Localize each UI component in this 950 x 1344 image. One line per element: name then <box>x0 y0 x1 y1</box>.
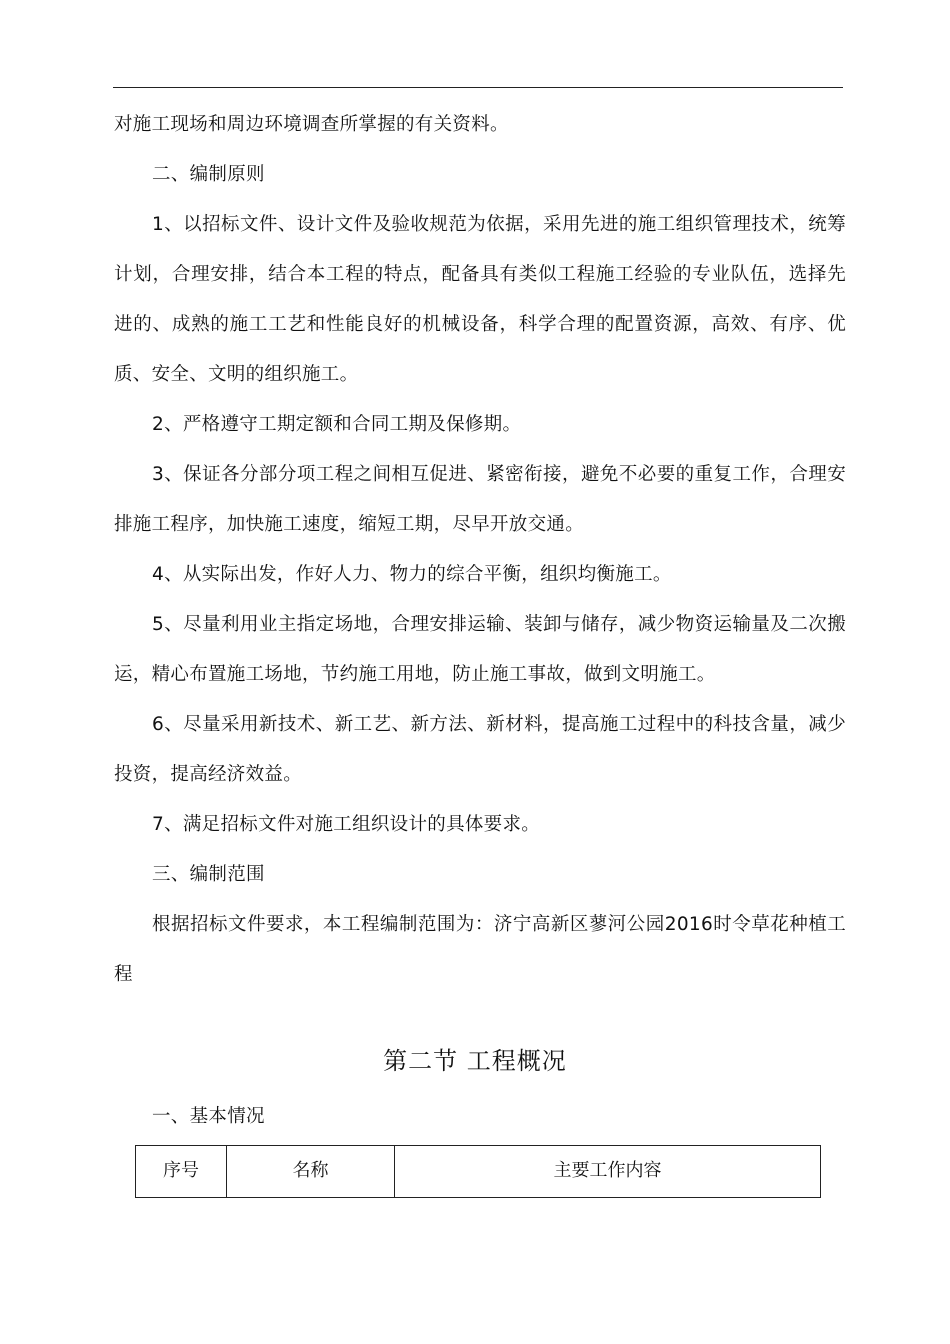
principle-item-6: 6、尽量采用新技术、新工艺、新方法、新材料，提高施工过程中的科技含量，减少投资，提高经济效益。 <box>114 714 846 785</box>
body-text <box>114 100 846 1000</box>
paragraph-continuation: 对施工现场和周边环境调查所掌握的有关资料。 <box>114 114 509 135</box>
principle-item-3: 3、保证各分部分项工程之间相互促进、紧密衔接，避免不必要的重复工作，合理安排施工程序，加快施工速度，缩短工期，尽早开放交通。 <box>114 464 846 535</box>
overview-table <box>135 1145 821 1198</box>
header-cell-main-work: 主要工作内容 <box>395 1146 821 1198</box>
principle-item-1: 1、以招标文件、设计文件及验收规范为依据，采用先进的施工组织管理技术，统筹计划，合理安排，结合本工程的特点，配备具有类似工程施工经验的专业队伍，选择先进的、成熟的施工工艺和性能良好的机械设备，科学合理的配置资源，高效、有序、优质、安全、文明的组织施工。 <box>114 214 846 385</box>
principle-item-5: 5、尽量利用业主指定场地，合理安排运输、装卸与储存，减少物资运输量及二次搬运，精心布置施工场地，节约施工用地，防止施工事故，做到文明施工。 <box>114 614 846 685</box>
heading-compilation-principles: 二、编制原则 <box>152 164 265 185</box>
header-cell-number: 序号 <box>136 1146 227 1198</box>
subheading-basic-info: 一、基本情况 <box>152 1106 265 1127</box>
table-header-row <box>136 1146 821 1198</box>
principle-item-4: 4、从实际出发，作好人力、物力的综合平衡，组织均衡施工。 <box>152 564 672 585</box>
scope-paragraph: 根据招标文件要求，本工程编制范围为：济宁高新区蓼河公园2016时令草花种植工程 <box>114 914 846 985</box>
heading-compilation-scope: 三、编制范围 <box>152 864 265 885</box>
principle-item-7: 7、满足招标文件对施工组织设计的具体要求。 <box>152 814 541 835</box>
principle-item-2: 2、严格遵守工期定额和合同工期及保修期。 <box>152 414 522 435</box>
header-rule <box>113 87 843 88</box>
section-title: 第二节 工程概况 <box>383 1047 567 1075</box>
header-cell-name: 名称 <box>227 1146 395 1198</box>
